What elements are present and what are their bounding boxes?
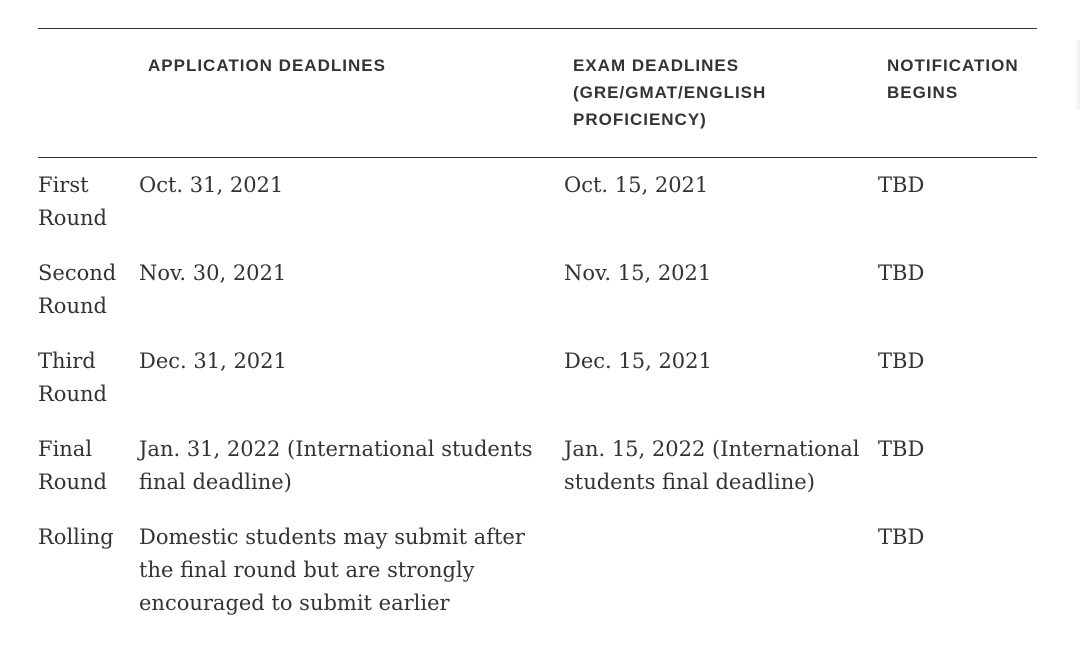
header-application-deadlines: APPLICATION DEADLINES: [148, 56, 386, 75]
row-third-round-notification: TBD: [878, 349, 925, 373]
row-third-round-label: Third Round: [38, 349, 107, 406]
row-final-round-application: Jan. 31, 2022 (International students final deadline): [139, 437, 533, 494]
row-second-round-exam: Nov. 15, 2021: [564, 261, 712, 285]
row-third-round-application: Dec. 31, 2021: [139, 349, 287, 373]
row-first-round-application: Oct. 31, 2021: [139, 173, 284, 197]
table-top-rule: [38, 28, 1037, 29]
row-final-round-exam: Jan. 15, 2022 (International students final deadline): [564, 437, 860, 494]
row-third-round-exam: Dec. 15, 2021: [564, 349, 712, 373]
row-final-round-notification: TBD: [878, 437, 925, 461]
row-rolling-application: Domestic students may submit after the final round but are strongly encouraged to submit earlier: [139, 525, 525, 615]
row-first-round-label: First Round: [38, 173, 107, 230]
row-first-round-notification: TBD: [878, 173, 925, 197]
row-rolling-label: Rolling: [38, 525, 114, 549]
header-exam-deadlines: EXAM DEADLINES (GRE/GMAT/ENGLISH PROFICIENCY): [573, 56, 767, 129]
row-first-round-exam: Oct. 15, 2021: [564, 173, 709, 197]
row-second-round-notification: TBD: [878, 261, 925, 285]
row-second-round-label: Second Round: [38, 261, 117, 318]
header-divider-rule: [38, 157, 1037, 158]
row-rolling-notification: TBD: [878, 525, 925, 549]
header-notification-begins: NOTIFICATION BEGINS: [887, 56, 1019, 102]
edge-shadow: [1074, 40, 1080, 110]
row-second-round-application: Nov. 30, 2021: [139, 261, 287, 285]
row-final-round-label: Final Round: [38, 437, 107, 494]
